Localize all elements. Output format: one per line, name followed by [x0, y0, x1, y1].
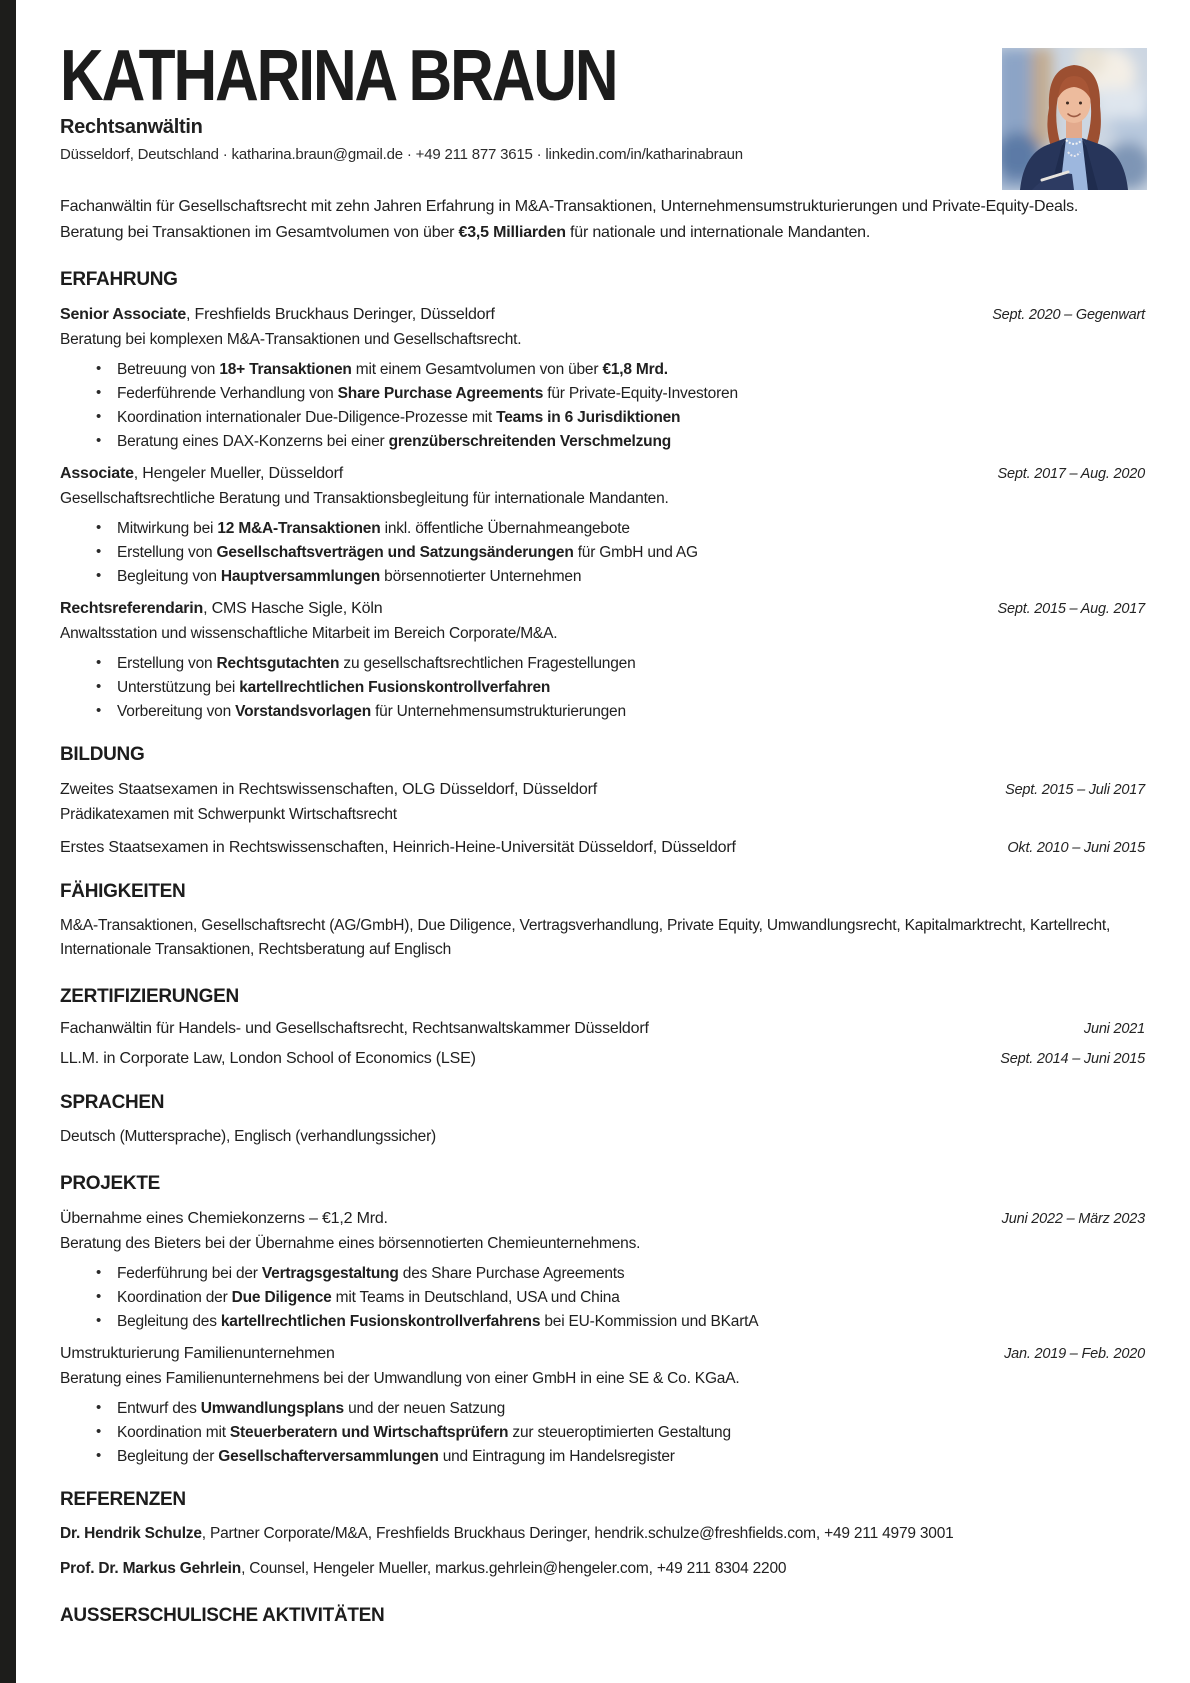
- bullet-item: • Begleitung der Gesellschafterversammlungen und Eintragung im Handelsregister: [60, 1448, 1145, 1465]
- job-title: Senior Associate, Freshfields Bruckhaus Deringer, Düsseldorf: [60, 306, 495, 323]
- education-title: Zweites Staatsexamen in Rechtswissenschaften, OLG Düsseldorf, Düsseldorf: [60, 781, 597, 798]
- education-date: Sept. 2015 – Juli 2017: [1005, 782, 1145, 798]
- project-description: Beratung des Bieters bei der Übernahme eines börsennotierten Chemieunternehmens.: [60, 1235, 641, 1252]
- job-date: Sept. 2015 – Aug. 2017: [997, 601, 1145, 617]
- education-date: Okt. 2010 – Juni 2015: [1007, 840, 1145, 856]
- bullet-item: • Federführung bei der Vertragsgestaltung des Share Purchase Agreements: [60, 1265, 1145, 1282]
- project-title: Umstrukturierung Familienunternehmen: [60, 1345, 335, 1362]
- bullet-item: • Federführende Verhandlung von Share Purchase Agreements für Private-Equity-Investoren: [60, 385, 1145, 402]
- certification-entry: [60, 1050, 1145, 1068]
- bullet-item: • Erstellung von Gesellschaftsverträgen und Satzungsänderungen für GmbH und AG: [60, 544, 1145, 561]
- section-education: [60, 744, 1145, 857]
- project-date: Jan. 2019 – Feb. 2020: [1004, 1346, 1145, 1362]
- page-title: KATHARINA BRAUN: [60, 36, 617, 116]
- contact-line: Düsseldorf, Deutschland · katharina.braun@gmail.de · +49 211 877 3615 · linkedin.com/in/katharinabraun: [60, 146, 743, 163]
- bullet-item: • Beratung eines DAX-Konzerns bei einer grenzüberschreitenden Verschmelzung: [60, 433, 1145, 450]
- section-languages: [60, 1092, 1145, 1149]
- experience-entry: [60, 306, 1145, 450]
- job-title: Rechtsreferendarin, CMS Hasche Sigle, Köln: [60, 600, 383, 617]
- entry-header: [60, 839, 1145, 857]
- education-title: Erstes Staatsexamen in Rechtswissenschaften, Heinrich-Heine-Universität Düsseldorf, Düsseldorf: [60, 839, 736, 856]
- bullet-item: • Betreuung von 18+ Transaktionen mit einem Gesamtvolumen von über €1,8 Mrd.: [60, 361, 1145, 378]
- entry-header: [60, 781, 1145, 799]
- entry-header: [60, 465, 1145, 483]
- bullet-item: • Begleitung von Hauptversammlungen börsennotierter Unternehmen: [60, 568, 1145, 585]
- resume-header: [60, 36, 1145, 163]
- project-date: Juni 2022 – März 2023: [1001, 1211, 1145, 1227]
- section-activities: [60, 1605, 1145, 1627]
- section-skills: [60, 881, 1145, 962]
- section-projects: [60, 1173, 1145, 1465]
- entry-header: [60, 1345, 1145, 1363]
- languages-text: Deutsch (Muttersprache), Englisch (verhandlungssicher): [60, 1128, 437, 1145]
- job-description: Beratung bei komplexen M&A-Transaktionen und Gesellschaftsrecht.: [60, 331, 522, 348]
- job-date: Sept. 2020 – Gegenwart: [992, 307, 1145, 323]
- education-subtitle: Prädikatexamen mit Schwerpunkt Wirtschaftsrecht: [60, 806, 397, 823]
- section-heading-experience: ERFAHRUNG: [60, 269, 178, 290]
- bullet-item: • Koordination mit Steuerberatern und Wirtschaftsprüfern zur steueroptimierten Gestaltung: [60, 1424, 1145, 1441]
- section-heading-certifications: ZERTIFIZIERUNGEN: [60, 986, 239, 1007]
- resume-page: [60, 0, 1145, 1627]
- profile-photo: [1002, 48, 1147, 190]
- education-entry: [60, 781, 1145, 824]
- entry-header: [60, 1020, 1145, 1038]
- bullet-item: • Begleitung des kartellrechtlichen Fusionskontrollverfahrens bei EU-Kommission und BKartA: [60, 1313, 1145, 1330]
- entry-header: [60, 306, 1145, 324]
- project-title: Übernahme eines Chemiekonzerns – €1,2 Mrd.: [60, 1210, 388, 1227]
- bullet-item: • Koordination internationaler Due-Diligence-Prozesse mit Teams in 6 Jurisdiktionen: [60, 409, 1145, 426]
- bullet-item: • Unterstützung bei kartellrechtlichen Fusionskontrollverfahren: [60, 679, 1145, 696]
- project-bullet-list: [60, 1400, 1145, 1465]
- project-bullet-list: [60, 1265, 1145, 1330]
- job-description: Anwaltsstation und wissenschaftliche Mitarbeit im Bereich Corporate/M&A.: [60, 625, 558, 642]
- job-bullet-list: [60, 361, 1145, 450]
- certification-entry: [60, 1020, 1145, 1038]
- section-experience: [60, 269, 1145, 720]
- certification-date: Juni 2021: [1083, 1021, 1145, 1037]
- left-accent-bar: [0, 0, 16, 1683]
- entry-header: [60, 1050, 1145, 1068]
- reference-line: Dr. Hendrik Schulze, Partner Corporate/M&A, Freshfields Bruckhaus Deringer, hendrik.schulze@freshfields.com, +49 211 4979 3001: [60, 1525, 954, 1542]
- experience-entry: [60, 600, 1145, 720]
- section-heading-activities: AUSSERSCHULISCHE AKTIVITÄTEN: [60, 1605, 385, 1626]
- certification-date: Sept. 2014 – Juni 2015: [1000, 1051, 1145, 1067]
- reference-line: Prof. Dr. Markus Gehrlein, Counsel, Hengeler Mueller, markus.gehrlein@hengeler.com, +49 211 8304 2200: [60, 1560, 787, 1577]
- section-heading-languages: SPRACHEN: [60, 1092, 165, 1113]
- summary-paragraph: Fachanwältin für Gesellschaftsrecht mit zehn Jahren Erfahrung in M&A-Transaktionen, Unternehmensumstrukturierungen und Private-Equity-Deals. Beratung bei Transaktionen im Gesamtvolumen von über €3,5 Milliarden für nationale und internationale Mandanten.: [60, 198, 1079, 241]
- bullet-item: • Mitwirkung bei 12 M&A-Transaktionen inkl. öffentliche Übernahmeangebote: [60, 520, 1145, 537]
- education-entry: [60, 839, 1145, 857]
- project-description: Beratung eines Familienunternehmens bei der Umwandlung von einer GmbH in eine SE & Co. KGaA.: [60, 1370, 740, 1387]
- job-title: Associate, Hengeler Mueller, Düsseldorf: [60, 465, 344, 482]
- section-heading-education: BILDUNG: [60, 744, 145, 765]
- bullet-item: • Vorbereitung von Vorstandsvorlagen für Unternehmensumstrukturierungen: [60, 703, 1145, 720]
- experience-entry: [60, 465, 1145, 585]
- section-certifications: [60, 986, 1145, 1068]
- project-entry: [60, 1210, 1145, 1330]
- skills-text: M&A-Transaktionen, Gesellschaftsrecht (AG/GmbH), Due Diligence, Vertragsverhandlung, Private Equity, Umwandlungsrecht, Kapitalmarktrecht, Kartellrecht, Internationale Transaktionen, Rechtsberatung auf Englisch: [60, 917, 1111, 958]
- job-role: Rechtsanwältin: [60, 116, 203, 138]
- section-heading-references: REFERENZEN: [60, 1489, 186, 1510]
- bullet-item: • Entwurf des Umwandlungsplans und der neuen Satzung: [60, 1400, 1145, 1417]
- certification-title: Fachanwältin für Handels- und Gesellschaftsrecht, Rechtsanwaltskammer Düsseldorf: [60, 1020, 649, 1037]
- entry-header: [60, 1210, 1145, 1228]
- portrait-illustration: [1002, 48, 1147, 190]
- bullet-item: • Erstellung von Rechtsgutachten zu gesellschaftsrechtlichen Fragestellungen: [60, 655, 1145, 672]
- section-heading-skills: FÄHIGKEITEN: [60, 881, 186, 902]
- entry-header: [60, 600, 1145, 618]
- project-entry: [60, 1345, 1145, 1465]
- section-heading-projects: PROJEKTE: [60, 1173, 161, 1194]
- certification-title: LL.M. in Corporate Law, London School of Economics (LSE): [60, 1050, 476, 1067]
- section-references: [60, 1489, 1145, 1581]
- job-date: Sept. 2017 – Aug. 2020: [997, 466, 1145, 482]
- bullet-item: • Koordination der Due Diligence mit Teams in Deutschland, USA und China: [60, 1289, 1145, 1306]
- job-bullet-list: [60, 520, 1145, 585]
- job-bullet-list: [60, 655, 1145, 720]
- job-description: Gesellschaftsrechtliche Beratung und Transaktionsbegleitung für internationale Mandanten.: [60, 490, 669, 507]
